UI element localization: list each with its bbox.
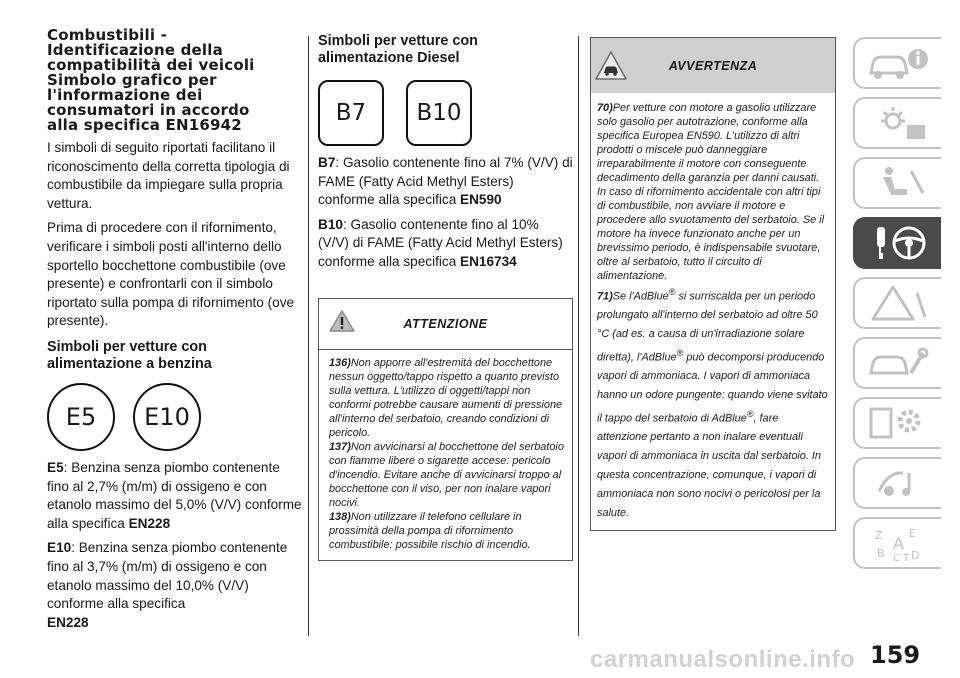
b10-symbol: B10 [406, 80, 472, 146]
svg-text:E: E [909, 527, 916, 540]
tab-safety[interactable] [853, 157, 941, 209]
seat-safety-icon [863, 163, 933, 203]
svg-text:Z: Z [875, 529, 883, 542]
gears-icon [863, 403, 933, 443]
attention-box [318, 298, 573, 561]
tab-technical-data[interactable] [853, 397, 941, 449]
tab-dashboard[interactable] [853, 97, 941, 149]
tab-emergency[interactable] [853, 277, 941, 329]
page-number: 159 [870, 641, 921, 669]
svg-text:A: A [893, 534, 904, 553]
b7-symbol: B7 [318, 80, 384, 146]
diesel-heading: Simboli per vetture con alimentazione Diesel [318, 33, 478, 66]
e5-description: E5: Benzina senza piombo contenente fino al 2,7% (m/m) di ossigeno e con etanolo massimo del 5,0% (V/V) conforme alla specifica EN228 [47, 459, 302, 531]
warning-header [591, 38, 835, 93]
key-steering-wheel-icon [863, 223, 933, 263]
car-info-icon [863, 43, 933, 83]
attention-header [319, 299, 572, 350]
svg-text:C T: C T [893, 553, 910, 563]
intro-paragraph: I simboli di seguito riportati facilitano il riconoscimento della corretta tipologia di combustibile da impiegare sulla propria vettura. [47, 140, 290, 211]
refuel-paragraph: Prima di procedere con il rifornimento, verificare i simboli posti all'interno dello sportello bocchettone combustibile (ove presente) e confrontarli con il simbolo riportato sulla pompa di rifornimento (ove presente). [47, 220, 295, 329]
e10-symbol: E10 [133, 383, 201, 451]
b10-description: B10: Gasolio contenente fino al 10% (V/V) di FAME (Fatty Acid Methyl Esters) conforme alla specifica EN16734 [318, 216, 563, 269]
tab-starting-driving[interactable] [853, 217, 941, 269]
warning-box [590, 37, 836, 531]
alphabet-index-icon [863, 523, 933, 563]
section-heading: Combustibili - Identificazione della compatibilità dei veicoli Simbolo grafico per l'informazione dei consumatori in accordo alla specifica EN16942 [47, 26, 255, 134]
svg-text:D: D [911, 549, 920, 562]
warning-triangle-icon [329, 309, 355, 338]
tab-index[interactable] [853, 517, 941, 569]
tab-maintenance[interactable] [853, 337, 941, 389]
car-warning-icon [594, 50, 628, 87]
car-tools-icon [863, 343, 933, 383]
note-138: 138)Non utilizzare il telefono cellulare in prossimità della pompa di rifornimento combustibile: possibile rischio di incendio. [329, 510, 531, 551]
note-137: 137)Non avvicinarsi al bocchettone del serbatoio con fiamme libere o sigarette accese: pericolo d'incendio. Evitare anche di avvicinarsi troppo al bocchettone con il viso, per non inalare vapori nocivi. [329, 440, 564, 509]
tab-multimedia[interactable] [853, 457, 941, 509]
multimedia-icon [863, 463, 933, 503]
diesel-symbols [318, 80, 573, 146]
attention-notes [319, 350, 572, 560]
petrol-symbols [47, 383, 302, 451]
warning-notes [591, 93, 835, 530]
note-70: 70)Per vetture con motore a gasolio utilizzare solo gasolio per autotrazione, conforme alla specifica Europea EN590. L'utilizzo di altri prodotti o miscele può danneggiare irreparabilmente il motore con conseguente decadimento della garanzia per danni causati. In caso di rifornimento accidentale con altri tipi di combustibile, non avviare il motore e procedere allo svuotamento del serbatoio. Se il motore ha invece funzionato anche per un brevissimo periodo, è indispensabile svuotare, oltre al serbatoio, tutto il circuito di alimentazione. [597, 102, 825, 282]
e5-symbol: E5 [47, 383, 115, 451]
svg-text:B: B [877, 547, 885, 560]
b7-description: B7: Gasolio contenente fino al 7% (V/V) di FAME (Fatty Acid Methyl Esters) conforme alla specifica EN590 [318, 155, 573, 208]
road-warning-icon [863, 283, 933, 323]
note-136: 136)Non apporre all'estremità del bocchettone nessun oggetto/tappo rispetto a quanto previsto sulla vettura. L'utilizzo di oggetti/tappi non conformi potrebbe causare aumenti di pressione all'interno del serbatoio, creando condizioni di pericolo. [329, 356, 563, 439]
dashboard-light-icon [863, 103, 933, 143]
tab-car-info[interactable] [853, 37, 941, 89]
note-71: 71)Se l'AdBlue® si surriscalda per un periodo prolungato all'interno del serbatoio ad oltre 50 °C (ad es. a causa di un'irradiazione solare diretta), l'AdBlue® può decomporsi producendo vapori di ammoniaca. I vapori di ammoniaca hanno un odore pungente: quando viene svitato il tappo del serbatoio di AdBlue®, fare attenzione pertanto a non inalare eventuali vapori di ammoniaca in uscita dal serbatoio. In questa concentrazione, comunque, i vapori di ammoniaca non sono nocivi o pericolosi per la salute. [597, 287, 828, 519]
attention-title: ATTENZIONE [403, 316, 488, 331]
petrol-heading: Simboli per vetture con alimentazione a benzina [47, 338, 212, 372]
chapter-tabs [853, 37, 941, 577]
right-column [590, 34, 836, 531]
left-column [47, 0, 302, 632]
column-divider [578, 36, 579, 636]
middle-column [318, 0, 573, 561]
watermark: carmanualsonline.info [590, 646, 856, 673]
column-divider [308, 36, 309, 636]
warning-title: AVVERTENZA [668, 58, 758, 73]
e10-description: E10: Benzina senza piombo contenente fino al 3,7% (m/m) di ossigeno e con etanolo massimo del 10,0% (V/V) conforme alla specifica EN228 [47, 540, 288, 630]
